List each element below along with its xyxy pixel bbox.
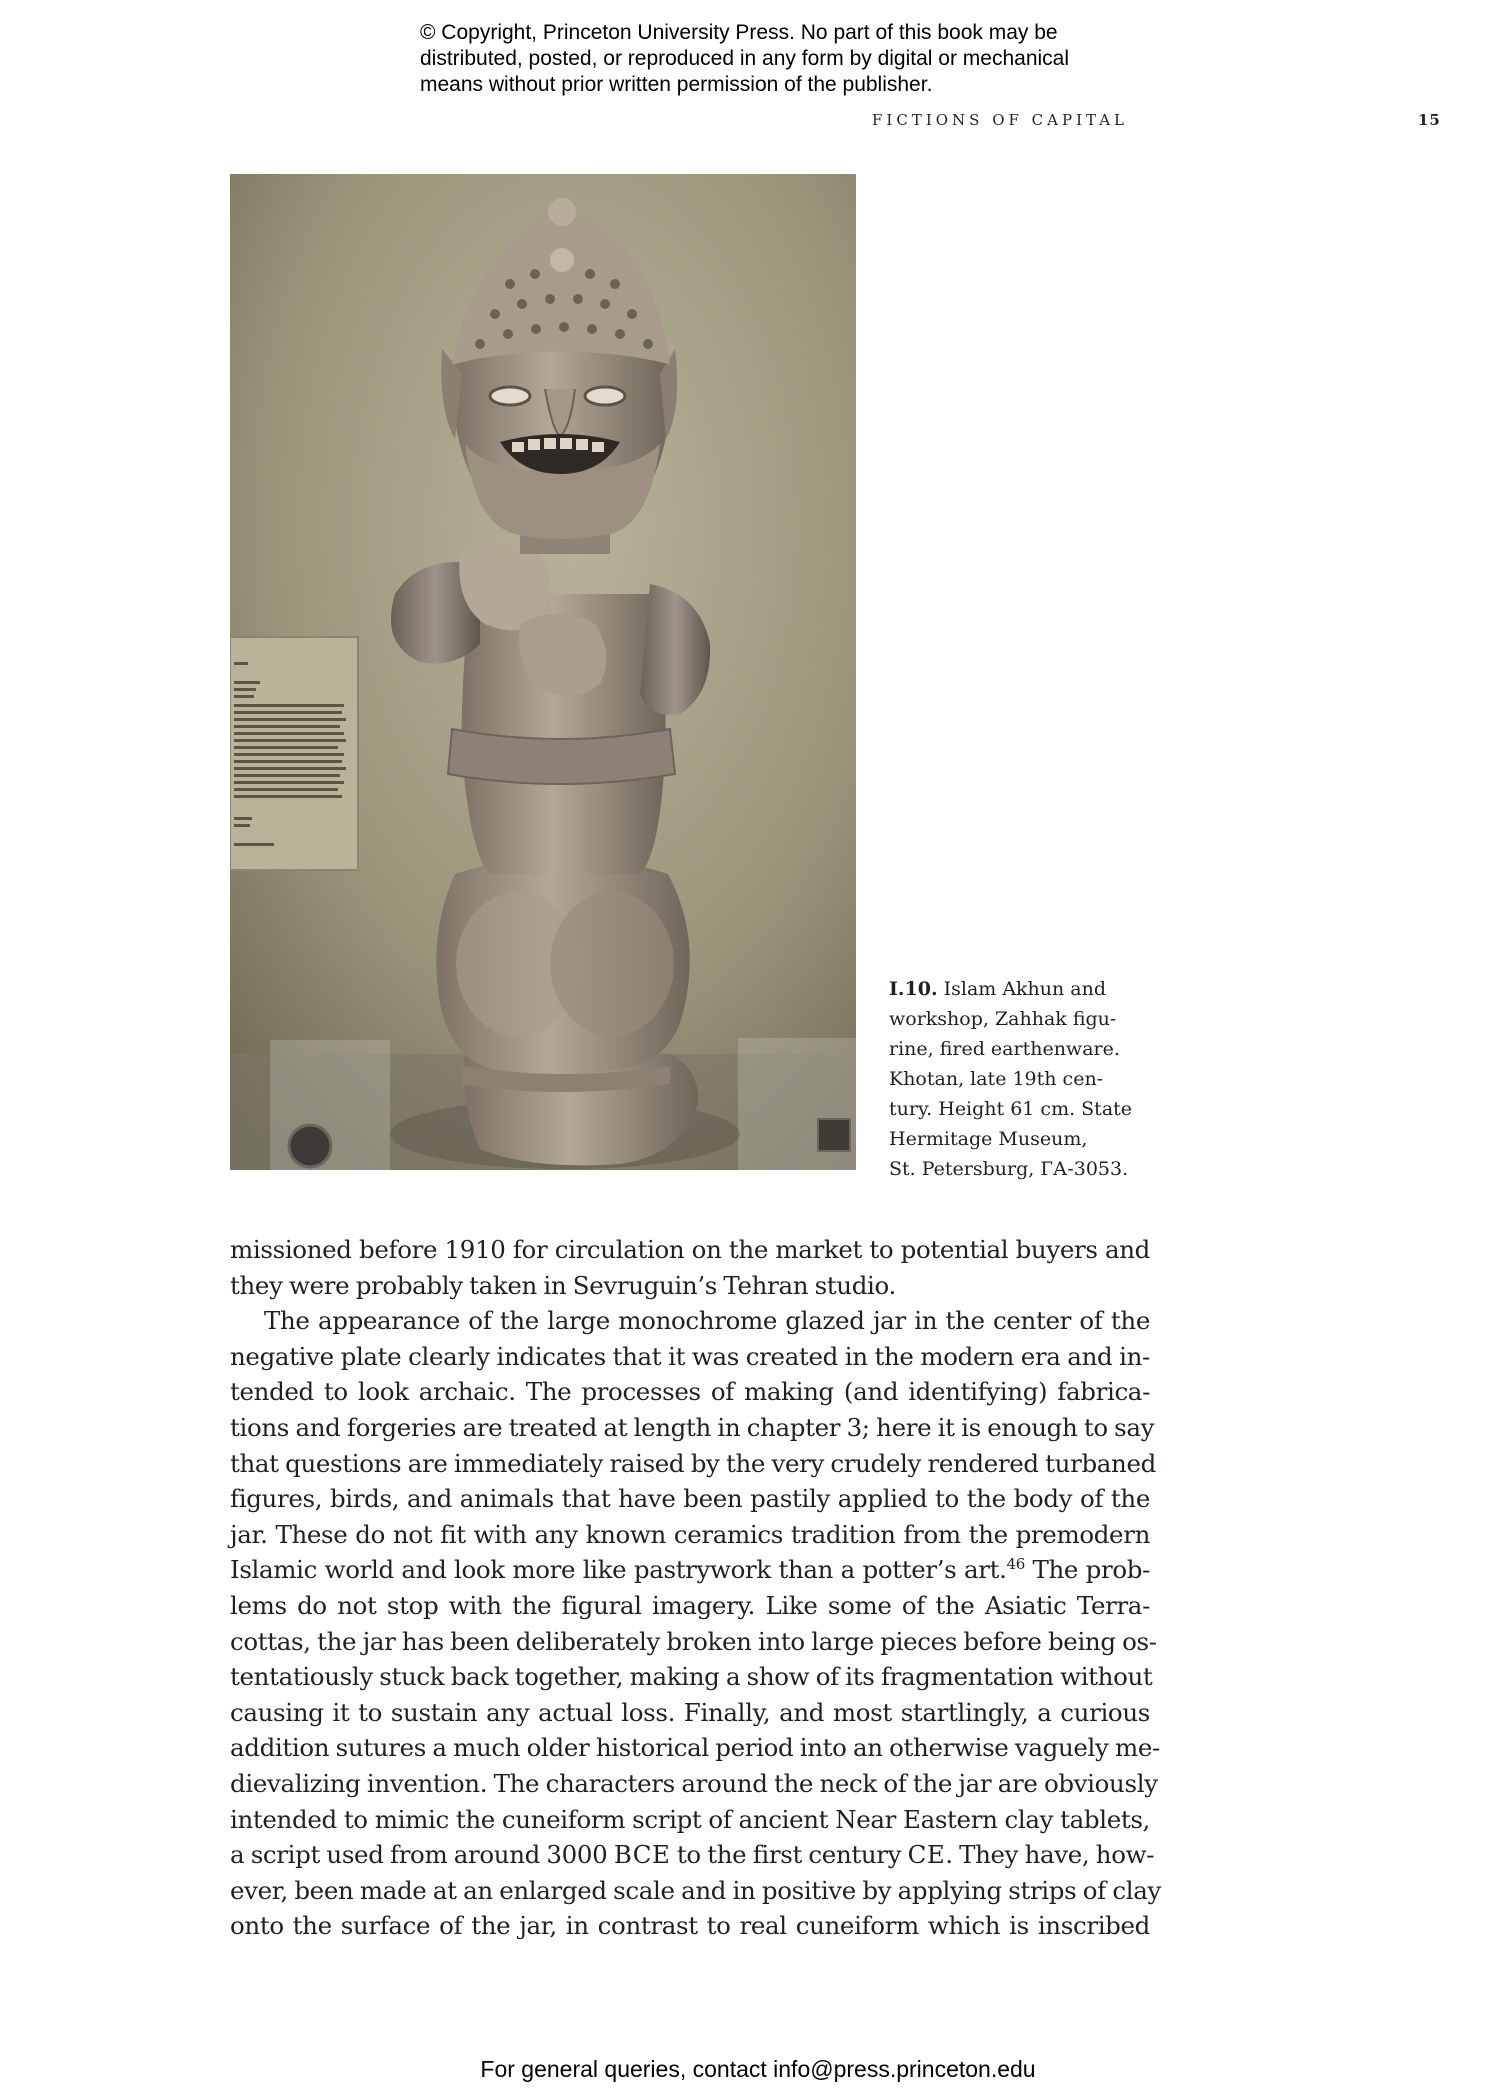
footnote-ref: 46 bbox=[1006, 1555, 1025, 1574]
body-line: cottas, the jar has been deliberately broken into large pieces before being os- bbox=[230, 1626, 1157, 1656]
figurine-right-eye bbox=[585, 387, 625, 405]
caption-line: Hermitage Museum, bbox=[889, 1128, 1088, 1150]
body-line: negative plate clearly indicates that it was created in the modern era and in- bbox=[230, 1341, 1150, 1371]
era-abbreviation: BCE bbox=[613, 1840, 671, 1870]
figure-number: I.10. bbox=[889, 978, 938, 1000]
caption-line: Khotan, late 19th cen- bbox=[889, 1068, 1104, 1090]
body-line: tentatiously stuck back together, making a show of its fragmentation without bbox=[230, 1662, 1153, 1692]
copyright-line: means without prior written permission of the publisher. bbox=[420, 73, 933, 96]
body-line: lems do not stop with the figural imagery. Like some of the Asiatic Terra- bbox=[230, 1590, 1150, 1620]
body-line: that questions are immediately raised by the very crudely rendered turbaned bbox=[230, 1448, 1156, 1478]
body-line bbox=[230, 1552, 1150, 1588]
page-number: 15 bbox=[1418, 111, 1441, 129]
coin-left bbox=[289, 1125, 331, 1167]
figure-caption bbox=[889, 974, 1149, 1184]
body-line-text: to the first century bbox=[670, 1840, 908, 1870]
seal-right bbox=[818, 1119, 850, 1151]
copyright-line: © Copyright, Princeton University Press. No part of this book may be bbox=[420, 21, 1058, 44]
caption-line: St. Petersburg, ГА-3053. bbox=[889, 1158, 1129, 1180]
body-line: tended to look archaic. The processes of making (and identifying) fabrica- bbox=[230, 1377, 1150, 1407]
figurine-photo bbox=[230, 174, 856, 1170]
body-line: ever, been made at an enlarged scale and in positive by applying strips of clay bbox=[230, 1875, 1161, 1905]
body-line-text: The prob- bbox=[1024, 1555, 1150, 1585]
body-line: addition sutures a much older historical period into an otherwise vaguely me- bbox=[230, 1733, 1160, 1763]
body-line-text: Islamic world and look more like pastrywork than a potter’s art. bbox=[230, 1555, 1007, 1585]
caption-line: rine, fired earthenware. bbox=[889, 1038, 1120, 1060]
body-line: tions and forgeries are treated at length in chapter 3; here it is enough to say bbox=[230, 1412, 1155, 1442]
body-line-text: a script used from around 3000 bbox=[230, 1840, 608, 1870]
running-head: FICTIONS OF CAPITAL bbox=[872, 111, 1128, 129]
body-line-text: . They have, how- bbox=[945, 1840, 1155, 1870]
body-line: causing it to sustain any actual loss. Finally, and most startlingly, a curious bbox=[230, 1697, 1150, 1727]
body-text bbox=[230, 1232, 1161, 1944]
body-line: they were probably taken in Sevruguin’s Tehran studio. bbox=[230, 1270, 896, 1300]
body-line: figures, birds, and animals that have been pastily applied to the body of the bbox=[230, 1484, 1150, 1514]
caption-line: workshop, Zahhak figu- bbox=[889, 1008, 1117, 1030]
body-line: missioned before 1910 for circulation on the market to potential buyers and bbox=[230, 1235, 1150, 1264]
era-abbreviation: CE bbox=[907, 1840, 946, 1870]
body-line: dievalizing invention. The characters around the neck of the jar are obviously bbox=[230, 1768, 1158, 1798]
body-line: intended to mimic the cuneiform script of ancient Near Eastern clay tablets, bbox=[230, 1804, 1150, 1834]
figurine-illustration bbox=[230, 174, 856, 1170]
body-line: onto the surface of the jar, in contrast to real cuneiform which is inscribed bbox=[230, 1911, 1150, 1941]
caption-line: Islam Akhun and bbox=[943, 978, 1107, 1000]
copyright-notice bbox=[420, 20, 1120, 98]
figurine-headdress-knob bbox=[548, 198, 576, 226]
caption-line: tury. Height 61 cm. State bbox=[889, 1098, 1133, 1120]
body-line bbox=[230, 1837, 1155, 1873]
footer-contact: For general queries, contact info@press.princeton.edu bbox=[480, 2056, 1036, 2082]
body-line: The appearance of the large monochrome glazed jar in the center of the bbox=[264, 1306, 1150, 1336]
copyright-line: distributed, posted, or reproduced in any form by digital or mechanical bbox=[420, 47, 1070, 70]
body-line: jar. These do not fit with any known ceramics tradition from the premodern bbox=[230, 1519, 1150, 1549]
figurine-left-eye bbox=[490, 387, 530, 405]
